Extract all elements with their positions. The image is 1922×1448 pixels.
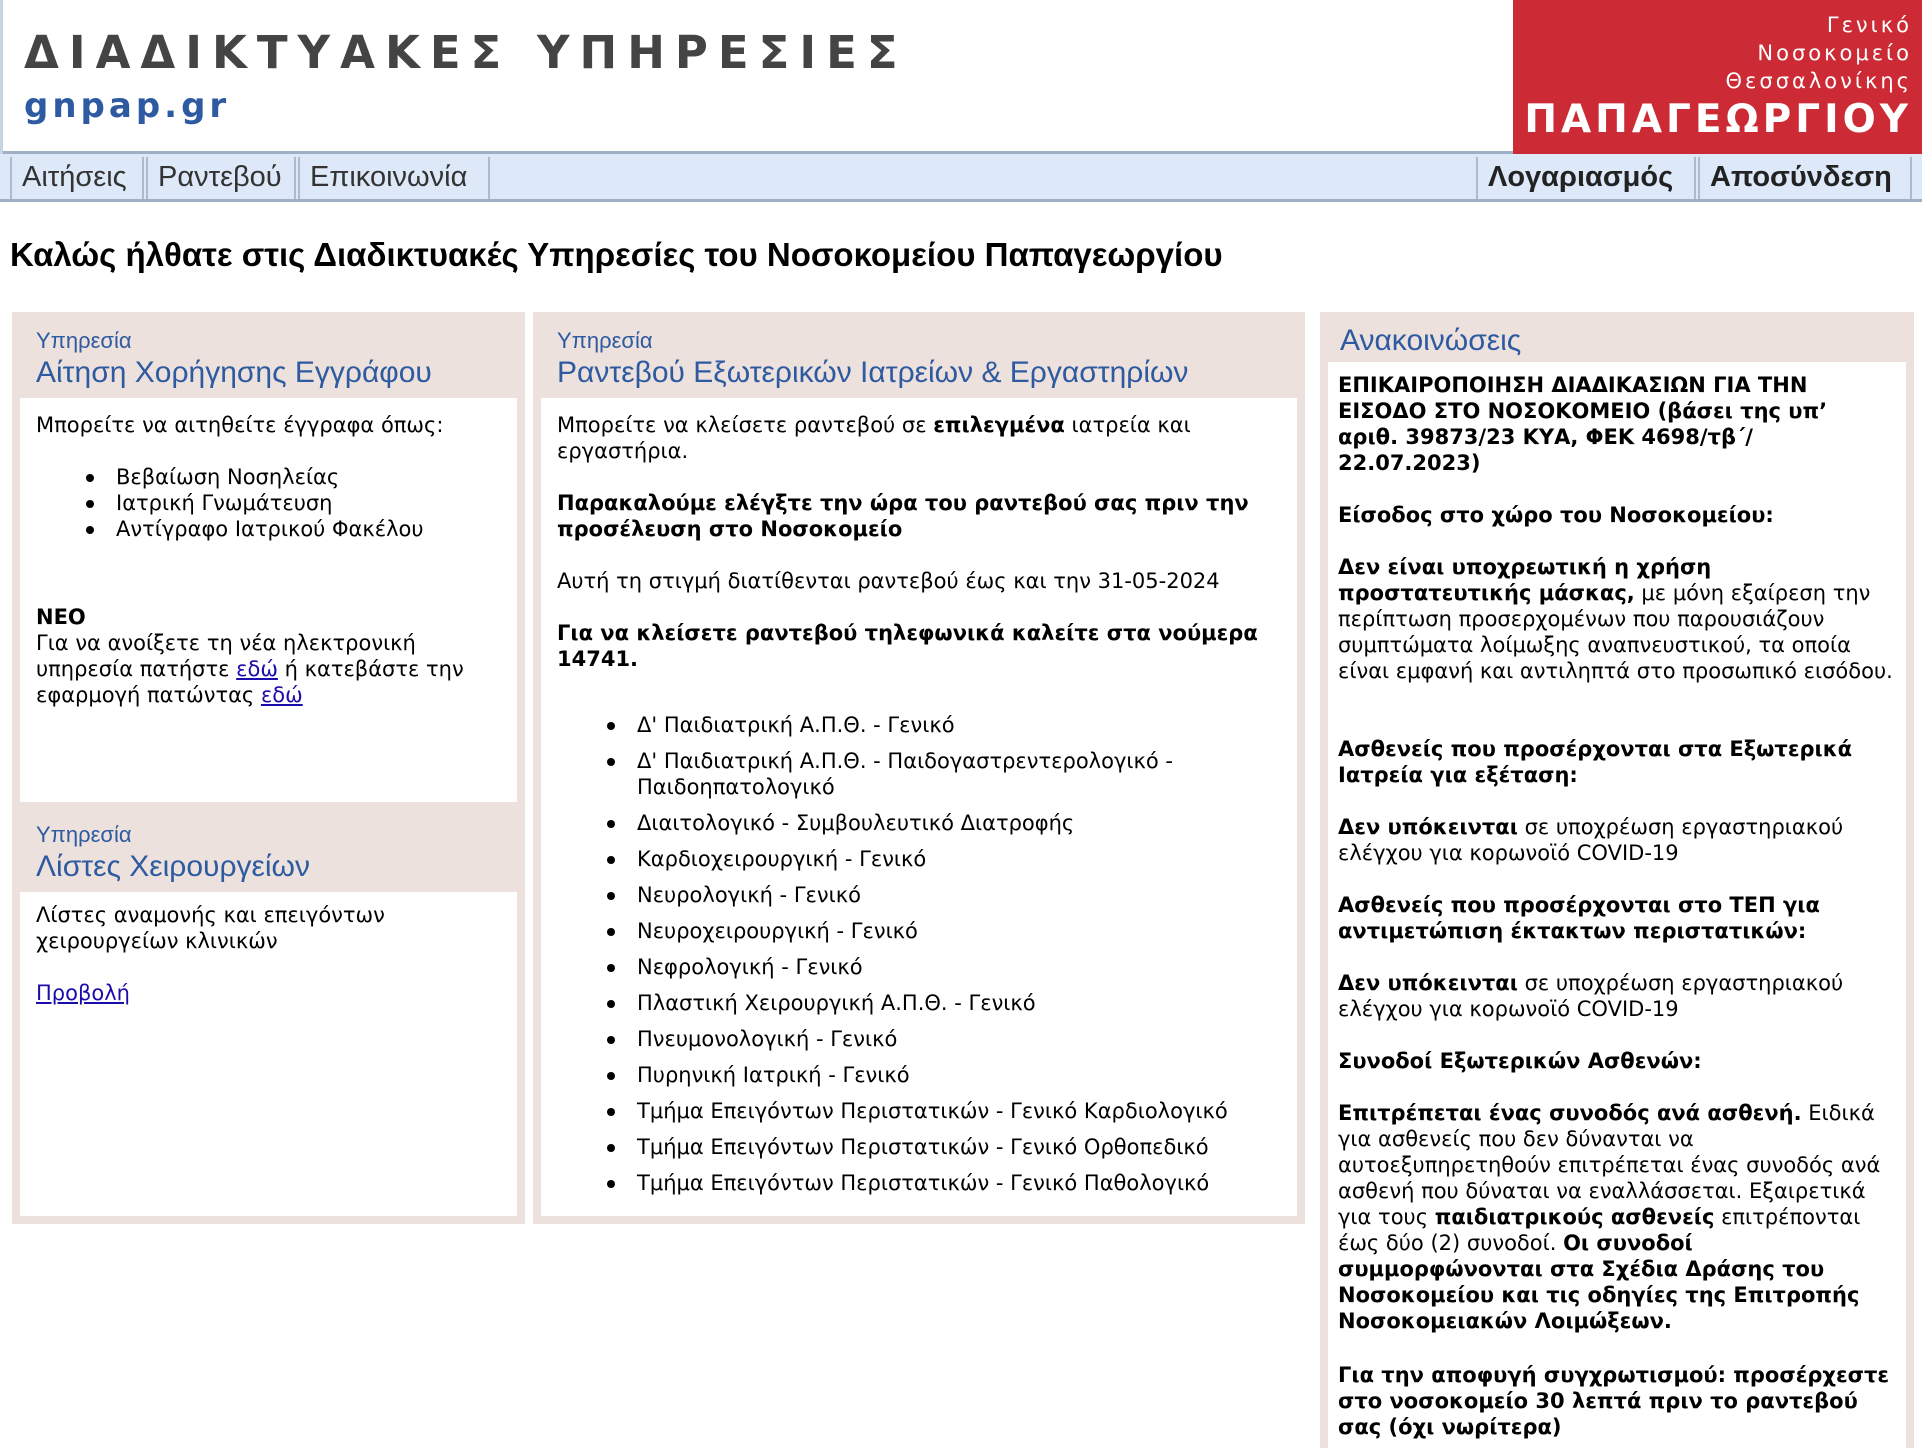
list-item: Αντίγραφο Ιατρικού Φακέλου (116, 516, 505, 542)
page-title: Καλώς ήλθατε στις Διαδικτυακές Υπηρεσίες του Νοσοκομείου Παπαγεωργίου (10, 236, 1223, 273)
clinic-link[interactable]: Δ' Παιδιατρική Α.Π.Θ. - Γενικό (637, 713, 955, 737)
logo-line-4: ΠΑΠΑΓΕΩΡΓΙΟΥ (1524, 97, 1912, 142)
service-label: Υπηρεσία (557, 328, 653, 353)
new-label: ΝΕΟ (36, 605, 86, 629)
document-service-body (20, 398, 517, 802)
clinic-link[interactable]: Νεφρολογική - Γενικό (637, 955, 863, 979)
document-service-header (20, 312, 517, 398)
appointments-title[interactable]: Ραντεβού Εξωτερικών Ιατρείων & Εργαστηρίων (557, 356, 1189, 389)
logo-line-3: Θεσσαλονίκης (1725, 69, 1912, 93)
new-service-text (36, 630, 505, 708)
clinic-item[interactable] (637, 846, 1237, 872)
main-nav (0, 154, 1922, 202)
nav-contact[interactable]: Επικοινωνία (298, 157, 490, 199)
appointments-header (541, 312, 1297, 398)
announcements-panel (1320, 312, 1914, 1448)
left-column (12, 312, 525, 1224)
mask-text: με μόνη εξαίρεση την περίπτωση προσερχομένων που παρουσιάζουν συμπτώματα λοίμωξης αναπνευστικού, τα οποία είναι εμφανή και αντιληπτά στο προσωπικό εισόδου. (1338, 581, 1893, 683)
er-bold: Δεν υπόκεινται (1338, 971, 1518, 995)
new-service-link[interactable]: εδώ (236, 657, 278, 681)
appointments-phone: Για να κλείσετε ραντεβού τηλεφωνικά καλείτε στα νούμερα 14741. (557, 621, 1258, 671)
site-title: ΔΙΑΔΙΚΤΥΑΚΕΣ ΥΠΗΡΕΣΙΕΣ (24, 26, 908, 79)
appointments-intro (557, 412, 1285, 464)
surgery-view-link[interactable]: Προβολή (36, 981, 130, 1005)
clinic-link[interactable]: Τμήμα Επειγόντων Περιστατικών - Γενικό Ορθοπεδικό (637, 1135, 1209, 1159)
companions-bold-3: Οι συνοδοί συμμορφώνονται στα Σχέδια Δράσης του Νοσοκομείου και τις οδηγίες της Επιτροπής Νοσοκομειακών Λοιμώξεων. (1338, 1231, 1860, 1333)
new-text-2: ή κατεβάστε την εφαρμογή πατώντας (36, 657, 464, 707)
er-text: σε υποχρέωση εργαστηριακού ελέγχου για κορωνοϊό COVID-19 (1338, 971, 1844, 1021)
clinic-item[interactable] (637, 990, 1237, 1016)
logo-line-1: Γενικό (1826, 13, 1912, 37)
outpatients-text: σε υποχρέωση εργαστηριακού ελέγχου για κορωνοϊό COVID-19 (1338, 815, 1844, 865)
site-url[interactable]: gnpap.gr (24, 86, 231, 126)
document-intro: Μπορείτε να αιτηθείτε έγγραφα όπως: (36, 413, 444, 437)
clinic-item[interactable] (637, 712, 1237, 738)
service-label: Υπηρεσία (36, 822, 132, 847)
clinic-item[interactable] (637, 882, 1237, 908)
clinic-item[interactable] (637, 1062, 1237, 1088)
announcements-header (1328, 312, 1906, 362)
new-text-1: Για να ανοίξετε τη νέα ηλεκτρονική υπηρεσία πατήστε (36, 631, 416, 681)
announcements-body (1328, 362, 1906, 1448)
clinic-link[interactable]: Τμήμα Επειγόντων Περιστατικών - Γενικό Παθολογικό (637, 1171, 1210, 1195)
outpatients-bold: Δεν υπόκεινται (1338, 815, 1518, 839)
clinic-link[interactable]: Δ' Παιδιατρική Α.Π.Θ. - Παιδογαστρεντερολογικό - Παιδοηπατολογικό (637, 749, 1173, 799)
surgery-service-header (20, 810, 517, 892)
entrance-heading: Είσοδος στο χώρο του Νοσοκομείου: (1338, 503, 1774, 527)
outpatients-heading: Ασθενείς που προσέρχονται στα Εξωτερικά Ιατρεία για εξέταση: (1338, 737, 1853, 787)
nav-appointments[interactable]: Ραντεβού (146, 157, 296, 199)
nav-applications[interactable]: Αιτήσεις (10, 157, 144, 199)
mask-paragraph (1338, 554, 1894, 684)
companions-text-1: Ειδικά για ασθενείς που δεν δύνανται να αυτοεξυπηρετηθούν επιτρέπεται ένας συνοδός ανά ασθενή που δύναται να εναλλάσσεται. Εξαιρετικά για τους (1338, 1101, 1881, 1229)
clinic-link[interactable]: Καρδιοχειρουργική - Γενικό (637, 847, 927, 871)
list-item: Ιατρική Γνωμάτευση (116, 490, 505, 516)
clinic-link[interactable]: Πλαστική Χειρουργική Α.Π.Θ. - Γενικό (637, 991, 1036, 1015)
companions-text-2: επιτρέπονται έως δύο (2) συνοδοί. (1338, 1205, 1861, 1255)
clinics-list (637, 712, 1237, 1206)
surgery-link-row (36, 980, 505, 1006)
clinic-item[interactable] (637, 1026, 1237, 1052)
clinic-item[interactable] (637, 1134, 1237, 1160)
intro-text-1: Μπορείτε να κλείσετε ραντεβού σε (557, 413, 934, 437)
surgery-service-body (20, 892, 517, 1216)
appointments-warning: Παρακαλούμε ελέγξτε την ώρα του ραντεβού σας πριν την προσέλευση στο Νοσοκομείο (557, 491, 1249, 541)
nav-account[interactable]: Λογαριασμός (1476, 157, 1696, 199)
app-download-link[interactable]: εδώ (260, 683, 303, 707)
clinic-link[interactable]: Πυρηνική Ιατρική - Γενικό (637, 1063, 910, 1087)
clinic-link[interactable]: Νευροχειρουργική - Γενικό (637, 919, 918, 943)
companions-bold-1: Επιτρέπεται ένας συνοδός ανά ασθενή. (1338, 1101, 1802, 1125)
nav-logout[interactable]: Αποσύνδεση (1698, 157, 1912, 199)
list-item: Βεβαίωση Νοσηλείας (116, 464, 505, 490)
clinic-item[interactable] (637, 954, 1237, 980)
appointments-body (541, 398, 1297, 1216)
er-heading: Ασθενείς που προσέρχονται στο ΤΕΠ για αντιμετώπιση έκτακτων περιστατικών: (1338, 893, 1820, 943)
crowding-notice: Για την αποφυγή συγχρωτισμού: προσέρχεστε στο νοσοκομείο 30 λεπτά πριν το ραντεβού σας (όχι νωρίτερα) (1338, 1363, 1890, 1439)
clinic-item[interactable] (637, 1170, 1237, 1196)
surgery-text: Λίστες αναμονής και επειγόντων χειρουργείων κλινικών (36, 903, 385, 953)
announcement-heading: ΕΠΙΚΑΙΡΟΠΟΙΗΣΗ ΔΙΑΔΙΚΑΣΙΩΝ ΓΙΑ ΤΗΝ ΕΙΣΟΔΟ ΣΤΟ ΝΟΣΟΚΟΜΕΙΟ (βάσει της υπ’ αριθ. 39873/23 ΚΥΑ, ΦΕΚ 4698/τβ΄/ 22.07.2023) (1338, 373, 1828, 475)
announcements-title: Ανακοινώσεις (1340, 324, 1522, 357)
site-header (0, 0, 1922, 154)
appointments-availability: Αυτή τη στιγμή διατίθενται ραντεβού έως και την 31-05-2024 (557, 569, 1220, 593)
document-list (116, 464, 505, 542)
clinic-item[interactable] (637, 918, 1237, 944)
surgery-service-title[interactable]: Λίστες Χειρουργείων (36, 850, 310, 883)
companions-bold-2: παιδιατρικούς ασθενείς (1434, 1205, 1715, 1229)
intro-text-2: ιατρεία και εργαστήρια. (557, 413, 1191, 463)
service-label: Υπηρεσία (36, 328, 132, 353)
clinic-item[interactable] (637, 748, 1237, 800)
appointments-panel (533, 312, 1305, 1224)
companions-heading: Συνοδοί Εξωτερικών Ασθενών: (1338, 1049, 1702, 1073)
hospital-logo[interactable] (1513, 0, 1922, 154)
outpatients-paragraph (1338, 814, 1894, 866)
clinic-item[interactable] (637, 1098, 1237, 1124)
mask-bold: Δεν είναι υποχρεωτική η χρήση προστατευτικής μάσκας, (1338, 555, 1712, 605)
er-paragraph (1338, 970, 1894, 1022)
clinic-link[interactable]: Νευρολογική - Γενικό (637, 883, 861, 907)
intro-bold: επιλεγμένα (933, 413, 1065, 437)
companions-paragraph (1338, 1100, 1894, 1334)
clinic-link[interactable]: Τμήμα Επειγόντων Περιστατικών - Γενικό Καρδιολογικό (637, 1099, 1228, 1123)
logo-line-2: Νοσοκομείο (1757, 41, 1912, 65)
clinic-link[interactable]: Πνευμονολογική - Γενικό (637, 1027, 898, 1051)
clinic-link[interactable]: Διαιτολογικό - Συμβουλευτικό Διατροφής (637, 811, 1075, 835)
document-service-title[interactable]: Αίτηση Χορήγησης Εγγράφου (36, 356, 432, 389)
clinic-item[interactable] (637, 810, 1237, 836)
